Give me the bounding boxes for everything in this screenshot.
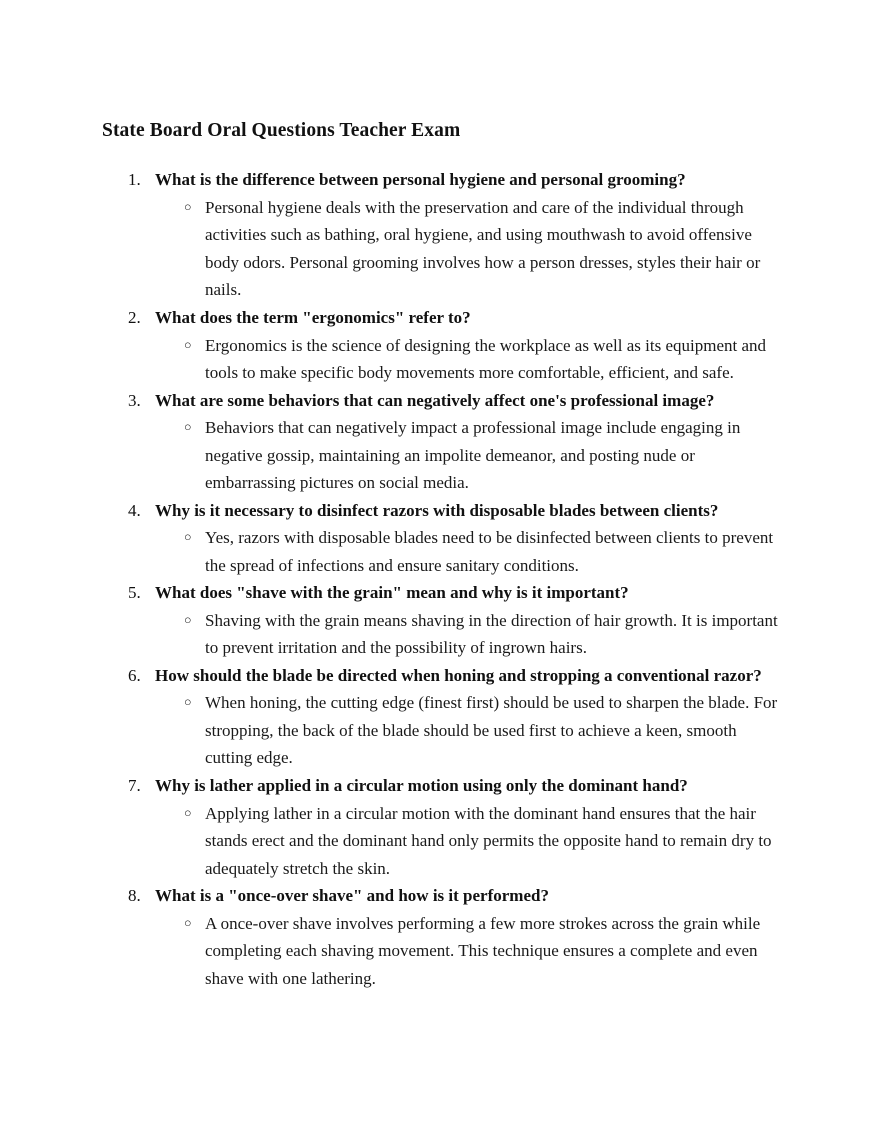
- answer-list: [155, 332, 778, 387]
- answer-list: [155, 689, 778, 772]
- answer-list: [155, 194, 778, 304]
- answer-item: [155, 332, 778, 387]
- question-number: 1.: [128, 170, 141, 190]
- question-text: What does "shave with the grain" mean and why is it important?: [155, 583, 629, 603]
- question-item: [102, 387, 778, 497]
- question-text: Why is it necessary to disinfect razors with disposable blades between clients?: [155, 500, 719, 520]
- answer-text: Applying lather in a circular motion with the dominant hand ensures that the hair stands erect and the dominant hand only permits the opposite hand to remain dry to adequately stretch the skin.: [205, 803, 772, 878]
- answer-text: Shaving with the grain means shaving in the direction of hair growth. It is important to prevent irritation and the possibility of ingrown hairs.: [205, 610, 778, 658]
- circle-bullet-icon: ○: [184, 199, 192, 214]
- circle-bullet-icon: ○: [184, 612, 192, 627]
- circle-bullet-icon: ○: [184, 337, 192, 352]
- question-item: [102, 497, 778, 580]
- answer-item: [155, 910, 778, 993]
- answer-list: [155, 607, 778, 662]
- answer-text: A once-over shave involves performing a few more strokes across the grain while completing each shaving movement. This technique ensures a complete and even shave with one lathering.: [205, 913, 761, 988]
- answer-item: [155, 800, 778, 883]
- question-number: 3.: [128, 390, 141, 410]
- question-number: 4.: [128, 500, 141, 520]
- circle-bullet-icon: ○: [184, 420, 192, 435]
- question-item: [102, 579, 778, 662]
- question-text: What are some behaviors that can negatively affect one's professional image?: [155, 390, 715, 410]
- answer-item: [155, 194, 778, 304]
- question-item: [102, 166, 778, 304]
- answer-item: [155, 689, 778, 772]
- answer-list: [155, 800, 778, 883]
- question-text: What is the difference between personal hygiene and personal grooming?: [155, 170, 686, 190]
- answer-item: [155, 414, 778, 497]
- question-item: [102, 304, 778, 387]
- circle-bullet-icon: ○: [184, 530, 192, 545]
- circle-bullet-icon: ○: [184, 915, 192, 930]
- question-number: 7.: [128, 776, 141, 795]
- answer-text: Personal hygiene deals with the preservation and care of the individual through activities such as bathing, oral hygiene, and using mouthwash to avoid offensive body odors. Personal grooming involves how a person dresses, styles their hair or nails.: [205, 197, 761, 300]
- question-text: Why is lather applied in a circular motion using only the dominant hand?: [155, 776, 688, 795]
- question-list: [102, 166, 778, 992]
- answer-text: Ergonomics is the science of designing the workplace as well as its equipment and tools to make specific body movements more comfortable, efficient, and safe.: [205, 335, 767, 383]
- answer-item: [155, 607, 778, 662]
- question-text: What does the term "ergonomics" refer to?: [155, 307, 471, 327]
- document-body: [102, 118, 778, 992]
- question-item: [102, 882, 778, 992]
- answer-item: [155, 524, 778, 579]
- page-title: State Board Oral Questions Teacher Exam: [102, 120, 461, 141]
- answer-list: [155, 910, 778, 993]
- question-text: How should the blade be directed when honing and stropping a conventional razor?: [155, 665, 762, 685]
- question-item: [102, 662, 778, 772]
- answer-text: Behaviors that can negatively impact a professional image include engaging in negative gossip, maintaining an impolite demeanor, and posting nude or embarrassing pictures on social media.: [205, 418, 741, 493]
- answer-list: [155, 524, 778, 579]
- circle-bullet-icon: ○: [184, 805, 192, 820]
- circle-bullet-icon: ○: [184, 695, 192, 710]
- answer-text: Yes, razors with disposable blades need to be disinfected between clients to prevent the spread of infections and ensure sanitary conditions.: [205, 528, 774, 575]
- question-number: 6.: [128, 665, 141, 685]
- question-number: 8.: [128, 886, 141, 906]
- question-text: What is a "once-over shave" and how is it performed?: [155, 886, 549, 906]
- question-number: 2.: [128, 307, 141, 327]
- answer-list: [155, 414, 778, 497]
- answer-text: When honing, the cutting edge (finest first) should be used to sharpen the blade. For stropping, the back of the blade should be used first to achieve a keen, smooth cutting edge.: [205, 693, 778, 768]
- question-number: 5.: [128, 583, 141, 603]
- question-item: [102, 772, 778, 882]
